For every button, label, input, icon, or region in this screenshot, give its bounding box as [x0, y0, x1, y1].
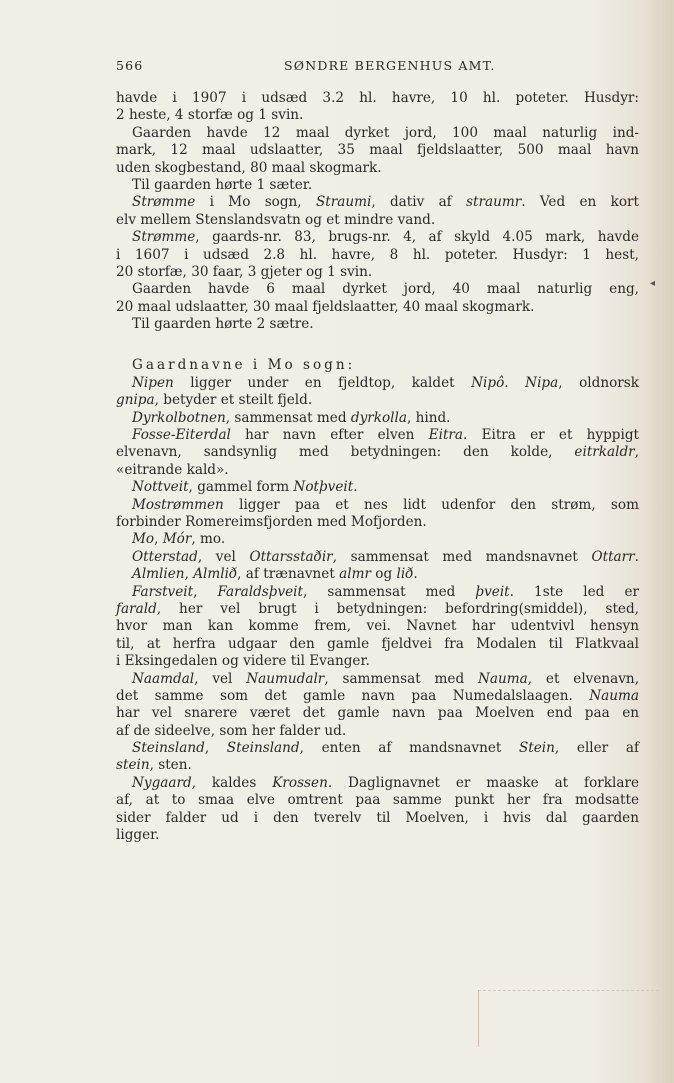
- text-line: uden skogbestand, 80 maal skogmark.: [116, 159, 382, 176]
- text-line: hvor man kan komme frem, vei. Navnet har udentvivl hensyn: [116, 618, 639, 635]
- text-line: af, at to smaa elve omtrent paa samme punkt her fra modsatte: [116, 792, 639, 809]
- text-line: Nottveit, gammel form Notþveit.: [132, 479, 358, 496]
- text-line: 20 maal udslaatter, 30 maal fjeldslaatter, 40 maal skogmark.: [116, 298, 535, 315]
- text-line: havde i 1907 i udsæd 3.2 hl. havre, 10 hl. poteter. Husdyr:: [116, 90, 639, 106]
- text-line: Strømme, gaards-nr. 83, brugs-nr. 4, af skyld 4.05 mark, havde: [132, 229, 639, 246]
- text-line: Gaarden havde 6 maal dyrket jord, 40 maal naturlig eng,: [132, 281, 639, 298]
- body-text: [116, 90, 639, 844]
- text-line: ligger.: [116, 827, 160, 844]
- text-line: Strømme i Mo sogn, Straumi, dativ af straumr. Ved en kort: [132, 194, 639, 211]
- text-line: Nygaard, kaldes Krossen. Daglignavnet er maaske at forklare: [132, 774, 639, 791]
- text-line: Fosse-Eiterdal har navn efter elven Eitra. Eitra er et hyppigt: [132, 427, 639, 444]
- text-line: elvenavn, sandsynlig med betydningen: den kolde, eitrkaldr,: [116, 444, 639, 461]
- text-line: til, at herfra udgaar den gamle fjeldvei fra Modalen til Flatkvaal: [116, 635, 639, 652]
- text-line: «eitrande kald».: [116, 461, 229, 478]
- text-line: Otterstad, vel Ottarsstaðir, sammensat med mandsnavnet Ottarr.: [132, 548, 639, 565]
- text-line: 2 heste, 4 storfæ og 1 svin.: [116, 107, 304, 124]
- text-line: har vel snarere været det gamle navn paa Moelven end paa en: [116, 705, 639, 722]
- text-line: forbinder Romereimsfjorden med Mofjorden.: [116, 513, 427, 530]
- text-line: Naamdal, vel Naumudalr, sammensat med Nauma, et elvenavn,: [132, 670, 640, 687]
- section-heading: Gaardnavne i Mo sogn:: [132, 357, 356, 374]
- text-line: det samme som det gamle navn paa Numedalslaagen. Nauma: [116, 687, 639, 704]
- running-header: [116, 58, 636, 78]
- margin-mark-icon: ◂: [650, 278, 656, 289]
- text-line: Almlien, Almlið, af trænavnet almr og lið.: [132, 566, 418, 583]
- text-line: Dyrkolbotnen, sammensat med dyrkolla, hind.: [132, 409, 451, 426]
- text-line: elv mellem Stenslandsvatn og et mindre vand.: [116, 211, 436, 228]
- text-line: Farstveit, Faraldsþveit, sammensat med þveit. 1ste led er: [132, 583, 639, 600]
- text-line: mark, 12 maal udslaatter, 35 maal fjeldslaatter, 500 maal havn: [116, 142, 639, 159]
- running-title: SØNDRE BERGENHUS AMT.: [284, 58, 496, 73]
- text-line: gnipa, betyder et steilt fjeld.: [116, 392, 313, 409]
- text-line: Gaarden havde 12 maal dyrket jord, 100 maal naturlig ind-: [132, 124, 639, 141]
- text-line: i 1607 i udsæd 2.8 hl. havre, 8 hl. poteter. Husdyr: 1 hest,: [116, 246, 639, 263]
- text-line: farald, her vel brugt i betydningen: befordring(smiddel), sted,: [116, 600, 639, 617]
- text-line: stein, sten.: [116, 757, 192, 774]
- text-line: af de sideelve, som her falder ud.: [116, 722, 347, 739]
- page-number: 566: [116, 58, 144, 73]
- text-line: Nipen ligger under en fjeldtop, kaldet Nipô. Nipa, oldnorsk: [132, 374, 639, 391]
- text-line: i Eksingedalen og videre til Evanger.: [116, 653, 370, 670]
- text-line: Til gaarden hørte 2 sætre.: [132, 316, 314, 333]
- text-line: sider falder ud i den tverelv til Moelven, i hvis dal gaarden: [116, 809, 639, 826]
- text-line: Mo, Mór, mo.: [132, 531, 226, 548]
- text-line: 20 storfæ, 30 faar, 3 gjeter og 1 svin.: [116, 263, 373, 280]
- paper-corner-mark: [478, 990, 659, 1047]
- text-line: Steinsland, Steinsland, enten af mandsnavnet Stein, eller af: [132, 740, 639, 757]
- text-line: Til gaarden hørte 1 sæter.: [132, 176, 313, 193]
- text-line: Mostrømmen ligger paa et nes lidt udenfor den strøm, som: [132, 496, 639, 513]
